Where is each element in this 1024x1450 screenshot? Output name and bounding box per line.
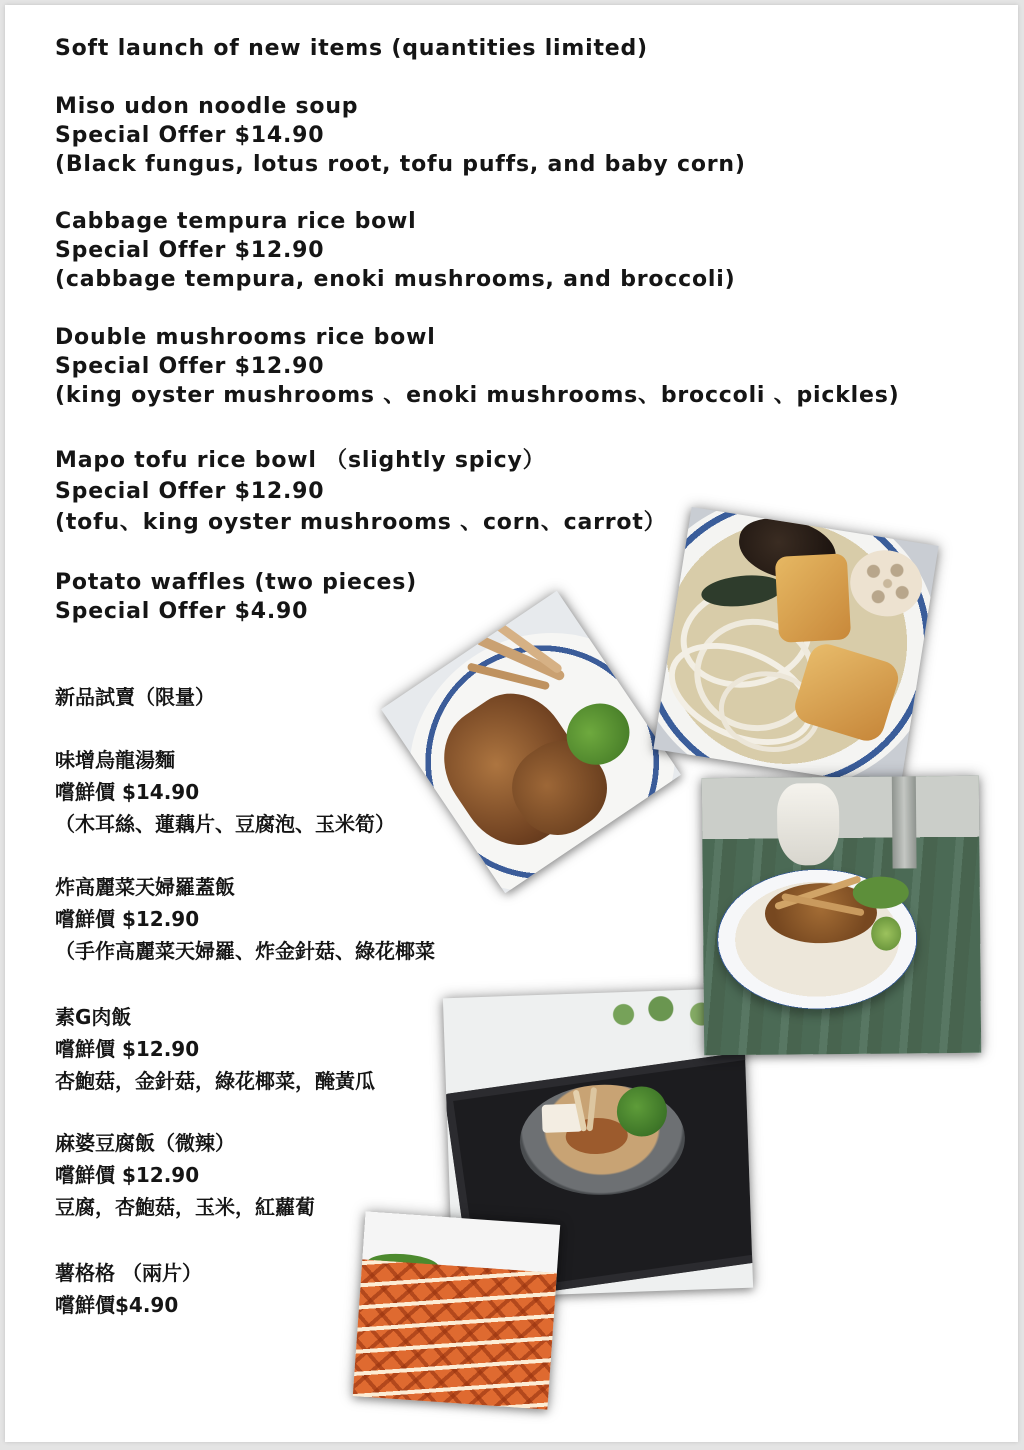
chinese-heading-block	[55, 681, 215, 713]
menu-item-potato-waffles	[55, 568, 417, 626]
menu-item-zh-miso-udon	[55, 744, 395, 840]
item-name: 炸高麗菜天婦羅蓋飯	[55, 875, 235, 899]
potato-waffles-photo	[353, 1211, 560, 1409]
item-description: (king oyster mushrooms 、enoki mushrooms、broccoli 、pickles)	[55, 383, 900, 408]
menu-page	[5, 5, 1018, 1442]
pickle	[871, 916, 901, 950]
item-price: 嚐鮮價 $12.90	[55, 907, 200, 931]
item-description: (tofu、king oyster mushrooms 、corn、carrot）	[55, 510, 667, 535]
item-price: Special Offer $12.90	[55, 354, 325, 379]
item-price: 嚐鮮價 $12.90	[55, 1037, 200, 1061]
double-mushrooms-photo	[702, 776, 981, 1055]
item-description: （手作高麗菜天婦羅、炸金針菇、綠花椰菜	[55, 939, 435, 963]
menu-item-zh-double-mushrooms	[55, 1001, 375, 1097]
menu-item-double-mushrooms	[55, 323, 899, 410]
item-name: 味增烏龍湯麵	[55, 748, 175, 772]
menu-item-zh-cabbage-tempura	[55, 871, 435, 967]
item-price: Special Offer $14.90	[55, 123, 325, 148]
english-heading-block	[55, 34, 648, 63]
menu-item-zh-potato-waffles	[55, 1257, 202, 1321]
item-description: (Black fungus, lotus root, tofu puffs, and baby corn)	[55, 152, 746, 177]
item-price: Special Offer $4.90	[55, 599, 309, 624]
item-name: 麻婆豆腐飯（微辣）	[55, 1131, 235, 1155]
item-name: Mapo tofu rice bowl （slightly spicy）	[55, 448, 546, 473]
post	[892, 776, 917, 868]
item-description: (cabbage tempura, enoki mushrooms, and broccoli)	[55, 267, 736, 292]
chinese-heading: 新品試賣（限量）	[55, 685, 215, 709]
item-name: 素G肉飯	[55, 1005, 132, 1029]
menu-item-miso-udon	[55, 92, 746, 179]
item-description: （木耳絲、蓮藕片、豆腐泡、玉米筍）	[55, 812, 395, 836]
waffle	[353, 1259, 560, 1410]
menu-item-mapo-tofu	[55, 445, 666, 538]
item-price: 嚐鮮價$4.90	[55, 1293, 179, 1317]
item-name: Cabbage tempura rice bowl	[55, 209, 417, 234]
item-name: Potato waffles (two pieces)	[55, 570, 418, 595]
item-price: 嚐鮮價 $14.90	[55, 780, 200, 804]
lamp	[777, 783, 840, 866]
item-name: Double mushrooms rice bowl	[55, 325, 436, 350]
item-price: Special Offer $12.90	[55, 238, 325, 263]
menu-item-cabbage-tempura	[55, 207, 735, 294]
item-price: 嚐鮮價 $12.90	[55, 1163, 200, 1187]
item-price: Special Offer $12.90	[55, 479, 325, 504]
tofu-puff	[775, 553, 851, 643]
english-heading: Soft launch of new items (quantities limited)	[55, 36, 648, 61]
item-description: 豆腐，杏鮑菇，玉米，紅蘿蔔	[55, 1195, 315, 1219]
item-description: 杏鮑菇，金針菇，綠花椰菜，醃黃瓜	[55, 1069, 375, 1093]
item-name: Miso udon noodle soup	[55, 94, 359, 119]
menu-item-zh-mapo-tofu	[55, 1127, 315, 1223]
miso-udon-photo	[653, 507, 938, 788]
item-name: 薯格格 （兩片）	[55, 1261, 202, 1285]
cabbage-tempura-photo	[381, 591, 681, 894]
